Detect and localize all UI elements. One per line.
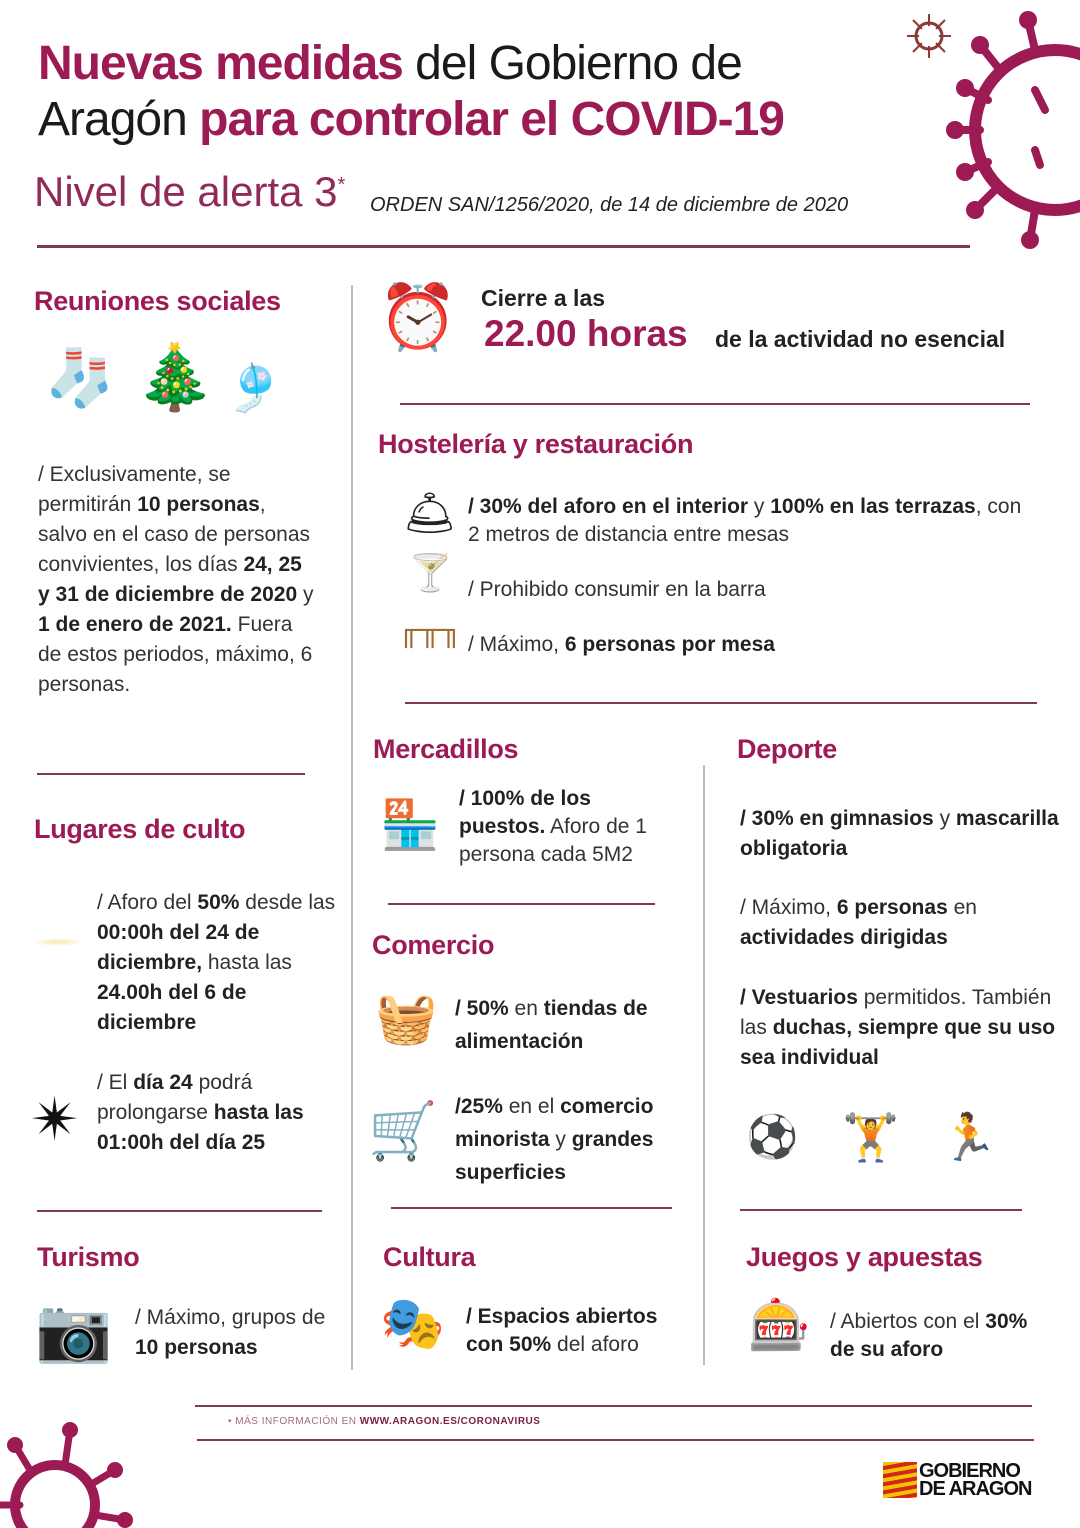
text-run: y	[297, 583, 314, 606]
weightlifter-icon: 🏋	[842, 1111, 900, 1163]
text-run: Aforo de 1 persona cada 5M2	[459, 815, 647, 866]
section-title-turismo: Turismo	[37, 1242, 140, 1272]
table-chairs-icon: ╓╥╖	[398, 613, 462, 646]
text-run: 50%	[197, 891, 240, 914]
text-run: del Gobierno de	[402, 37, 742, 90]
hosteleria-item-3	[468, 630, 775, 660]
text-run: 30% de su aforo	[830, 1310, 1028, 1361]
text-run: 00:00h del 24 de diciembre,	[97, 921, 260, 974]
divider	[37, 1210, 322, 1212]
text-run: Nuevas medidas	[38, 37, 403, 90]
text-run: 6 personas	[836, 896, 948, 919]
light-sparkle-icon	[30, 938, 85, 946]
text-run: del aforo	[551, 1333, 639, 1356]
text-run: , con 2 metros de distancia entre mesas	[468, 495, 1022, 546]
comercio-item-2	[455, 1090, 700, 1189]
text-run: / Máximo,	[468, 633, 565, 656]
text-run: y	[933, 807, 956, 830]
text-run: 100% en las terrazas	[770, 495, 976, 518]
text-run: / El	[97, 1071, 134, 1094]
market-stall-icon: 🏪	[380, 799, 440, 852]
casino-chips-icon: 🎰	[748, 1297, 811, 1353]
virus-icon-bottom	[0, 1410, 150, 1528]
christmas-stocking-icon: 🧦	[45, 346, 115, 409]
deporte-item-2	[740, 893, 1040, 953]
text-run: actividades dirigidas	[740, 926, 948, 949]
turismo-text	[135, 1303, 335, 1363]
text-run: / Exclusivamente, se permitirán	[38, 463, 231, 516]
text-run: día 24	[133, 1071, 193, 1094]
text-run: 24, 25 y 31 de diciembre de 2020	[38, 553, 302, 606]
text-run: hasta las 01:00h del día 25	[97, 1101, 304, 1154]
culto-item-2	[97, 1068, 337, 1158]
title-line-2	[38, 92, 784, 148]
divider	[740, 1209, 1022, 1211]
theater-masks-icon: 🎭	[380, 1295, 445, 1353]
text-run: grandes superficies	[455, 1128, 654, 1184]
text-run: Fuera de estos periodos, máximo, 6 personas.	[38, 613, 313, 696]
more-info-link[interactable]: WWW.ARAGON.ES/CORONAVIRUS	[359, 1416, 541, 1427]
star-icon: ✴	[30, 1086, 81, 1153]
text-run: 24.00h del 6 de diciembre	[97, 981, 247, 1034]
text-run: en el	[502, 1095, 561, 1118]
text-run: / Máximo,	[740, 896, 837, 919]
page-title	[38, 36, 784, 148]
section-title-hosteleria: Hostelería y restauración	[378, 429, 694, 459]
divider	[388, 903, 655, 905]
logo-line-1: GOBIERNO	[919, 1460, 1020, 1482]
more-info-label: MÁS INFORMACIÓN EN	[235, 1416, 360, 1427]
text-run: / 30% en gimnasios	[740, 807, 934, 830]
hosteleria-item-1	[468, 493, 1028, 549]
text-run: / Vestuarios	[740, 986, 858, 1009]
soccer-ball-icon: ⚽	[746, 1113, 799, 1160]
title-line-1	[38, 36, 784, 92]
column-divider-1	[351, 285, 353, 1370]
text-run: y	[748, 495, 771, 518]
text-run: / Abiertos con el	[830, 1310, 986, 1333]
comercio-item-1	[455, 992, 695, 1058]
text-run: en	[508, 997, 544, 1020]
cocktail-icon: 🍸	[408, 552, 453, 593]
hosteleria-item-2	[468, 575, 766, 605]
text-run: en	[947, 896, 977, 919]
text-run: desde las	[239, 891, 336, 914]
text-run: /25%	[455, 1095, 503, 1118]
text-run: / 30% del aforo en el interior	[468, 495, 749, 518]
cierre-label: Cierre a las	[481, 285, 606, 311]
runner-icon: 🏃	[940, 1111, 998, 1163]
gobierno-aragon-logo	[883, 1462, 1031, 1498]
divider	[400, 403, 1030, 405]
text-run: / Espacios abiertos con 50%	[466, 1305, 658, 1356]
text-run: Aragón	[38, 93, 200, 146]
text-run: , salvo en el caso de personas convivientes, los días	[38, 493, 311, 576]
text-run: permitidos. También las	[740, 986, 1052, 1039]
juegos-text	[830, 1308, 1030, 1364]
logo-line-2: DE ARAGON	[919, 1478, 1032, 1500]
grocery-basket-icon: 🧺	[375, 990, 438, 1046]
text-run: hasta las	[202, 951, 292, 974]
section-title-reuniones: Reuniones sociales	[34, 286, 281, 316]
section-title-mercadillos: Mercadillos	[373, 734, 519, 764]
text-run: 1 de enero de 2021.	[38, 613, 232, 636]
virus-icon	[940, 0, 1080, 260]
section-title-juegos: Juegos y apuestas	[746, 1242, 983, 1272]
section-title-deporte: Deporte	[737, 734, 837, 764]
text-run: 10 personas	[137, 493, 260, 516]
text-run: 10 personas	[135, 1336, 258, 1359]
text-run: / 50%	[455, 997, 509, 1020]
text-run: mascarilla obligatoria	[740, 807, 1059, 860]
text-run: podrá prolongarse	[97, 1071, 253, 1124]
deporte-item-3	[740, 983, 1060, 1073]
alert-asterisk: *	[337, 174, 346, 196]
text-run: y	[549, 1128, 572, 1151]
mercadillos-text	[459, 785, 674, 869]
divider	[405, 702, 1037, 704]
divider	[391, 1207, 672, 1209]
ornaments-icon: 🎐	[225, 362, 283, 414]
header-divider	[37, 245, 970, 248]
small-virus-icon	[905, 12, 953, 60]
reuniones-text	[38, 460, 318, 700]
cultura-text	[466, 1303, 696, 1359]
cierre-time: 22.00 horas	[484, 313, 688, 354]
text-run: duchas, siempre que su uso sea individual	[740, 1016, 1056, 1069]
aragon-flag-icon	[883, 1462, 917, 1498]
section-title-comercio: Comercio	[372, 930, 495, 960]
cloche-icon: 🛎	[403, 489, 457, 536]
text-run: comercio minorista	[455, 1095, 654, 1151]
text-run: tiendas de alimentación	[455, 997, 648, 1053]
cierre-rest: de la actividad no esencial	[715, 326, 1006, 352]
text-run: para controlar el COVID-19	[199, 93, 784, 146]
column-divider-2	[703, 765, 705, 1365]
deporte-item-1	[740, 804, 1060, 864]
text-run: 6 personas por mesa	[564, 633, 775, 656]
more-info: • MÁS INFORMACIÓN EN WWW.ARAGON.ES/CORONAVIRUS	[228, 1416, 541, 1427]
section-title-culto: Lugares de culto	[34, 814, 246, 844]
alarm-clock-icon: ⏰	[378, 281, 458, 353]
footer-divider-bottom	[197, 1439, 1034, 1441]
text-run: / Aforo del	[97, 891, 198, 914]
shopping-cart-icon: 🛒	[368, 1099, 438, 1162]
alert-level-text: Nivel de alerta 3	[34, 168, 338, 215]
order-reference: ORDEN SAN/1256/2020, de 14 de diciembre de 2020	[370, 194, 849, 216]
text-run: / Prohibido consumir en la barra	[468, 578, 766, 601]
alert-level	[34, 168, 345, 216]
christmas-tree-icon: 🎄	[135, 341, 215, 413]
footer-divider-top	[195, 1405, 1032, 1407]
text-run: / 100% de los puestos.	[459, 787, 591, 838]
text-run: / Máximo, grupos de	[135, 1306, 326, 1329]
culto-item-1	[97, 888, 347, 1038]
divider	[37, 773, 305, 775]
section-title-cultura: Cultura	[383, 1242, 476, 1272]
camera-icon: 📷	[35, 1296, 113, 1365]
